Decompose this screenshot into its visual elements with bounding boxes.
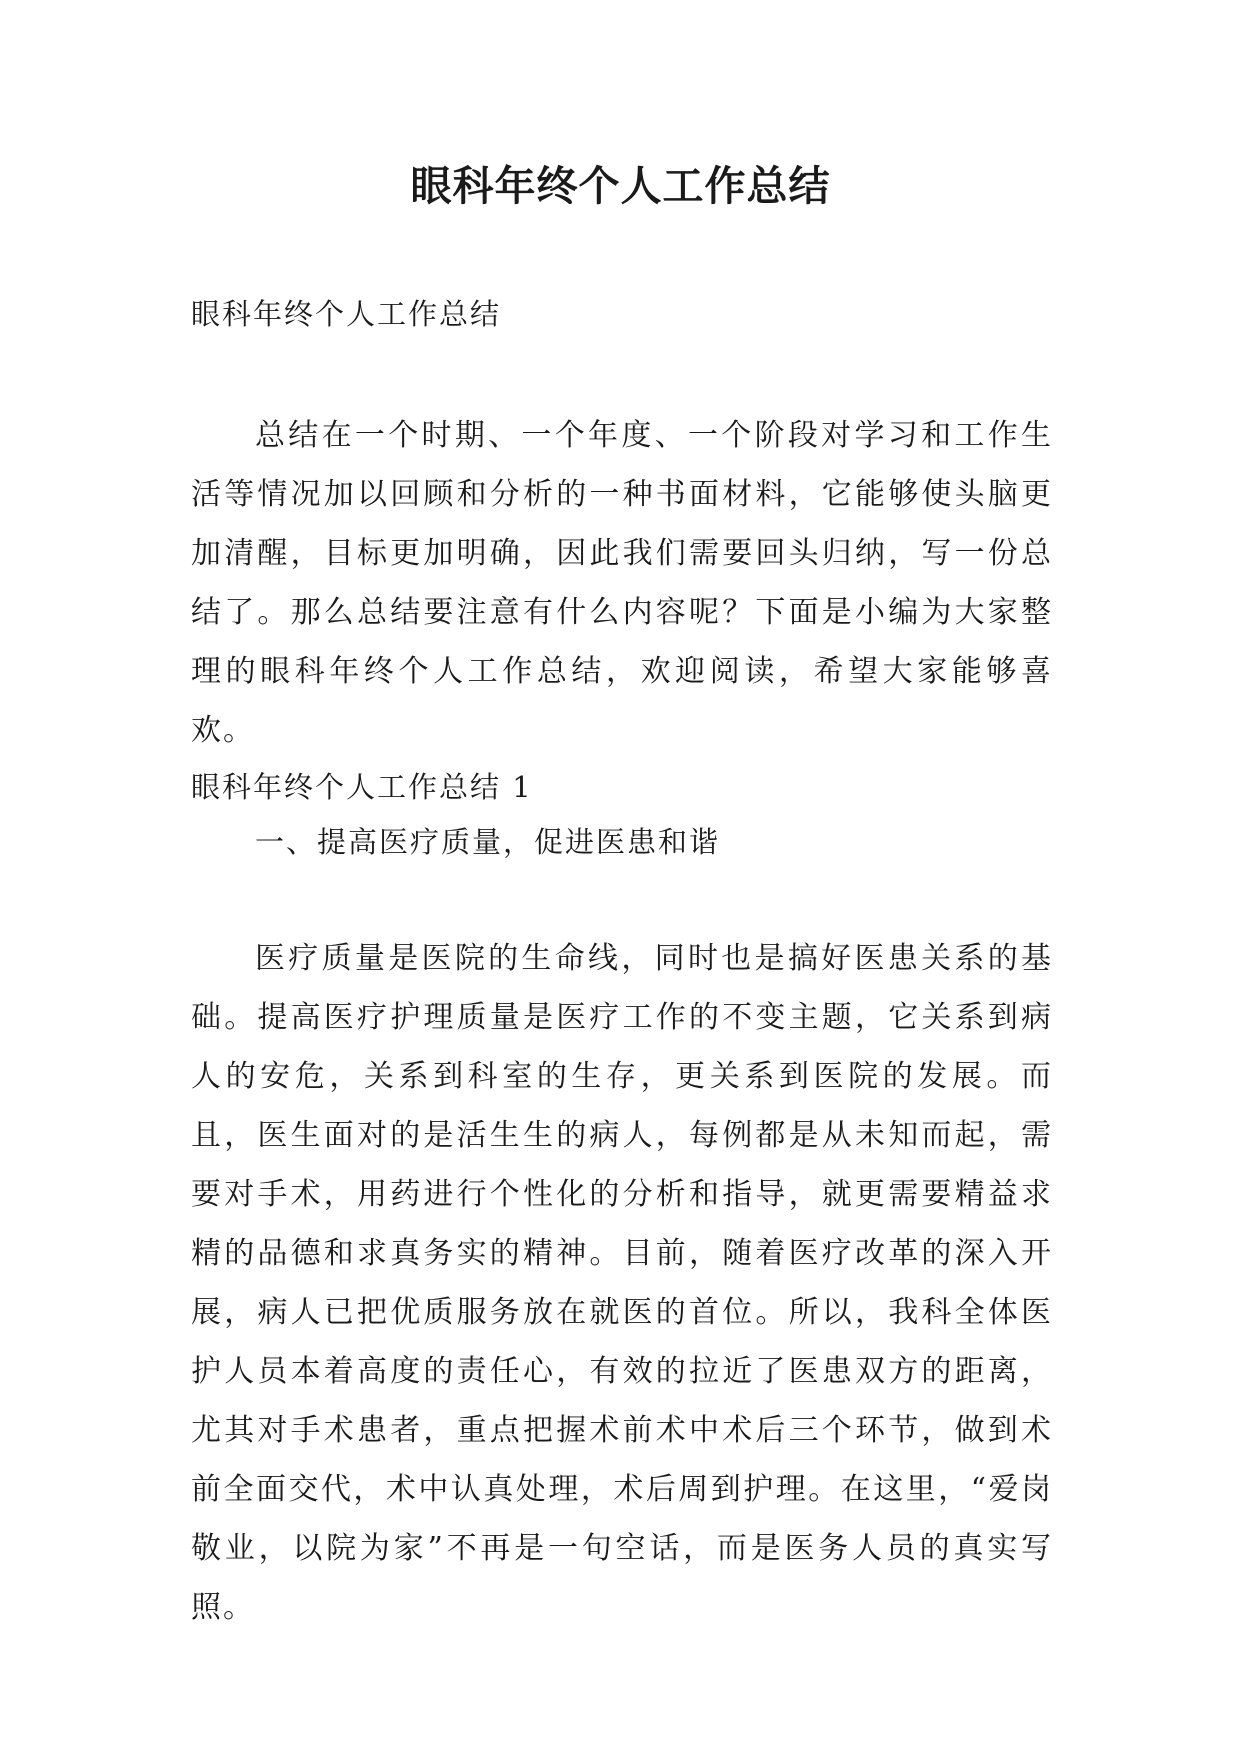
body-paragraph: 医疗质量是医院的生命线，同时也是搞好医患关系的基础。提高医疗护理质量是医疗工作的不变主题，它关系到病人的安危，关系到科室的生存，更关系到医院的发展。而且，医生面对的是活生生的病人，每例都是从未知而起，需要对手术，用药进行个性化的分析和指导，就更需要精益求精的品德和求真务实的精神。目前，随着医疗改革的深入开展，病人已把优质服务放在就医的首位。所以，我科全体医护人员本着高度的责任心，有效的拉近了医患双方的距离，尤其对手术患者，重点把握术前术中术后三个环节，做到术前全面交代，术中认真处理，术后周到护理。在这里，“爱岗敬业，以院为家”不再是一句空话，而是医务人员的真实写照。 bbox=[191, 941, 1053, 1625]
document-subtitle: 眼科年终个人工作总结 bbox=[191, 297, 502, 331]
intro-paragraph: 总结在一个时期、一个年度、一个阶段对学习和工作生活等情况加以回顾和分析的一种书面材料，它能够使头脑更加清醒，目标更加明确，因此我们需要回头归纳，写一份总结了。那么总结要注意有什么内容呢？下面是小编为大家整理的眼科年终个人工作总结，欢迎阅读，希望大家能够喜欢。 bbox=[191, 418, 1053, 748]
document-title: 眼科年终个人工作总结 bbox=[410, 162, 831, 210]
section-title: 眼科年终个人工作总结 1 bbox=[191, 770, 533, 804]
section-heading: 一、提高医疗质量，促进医患和谐 bbox=[255, 825, 721, 859]
